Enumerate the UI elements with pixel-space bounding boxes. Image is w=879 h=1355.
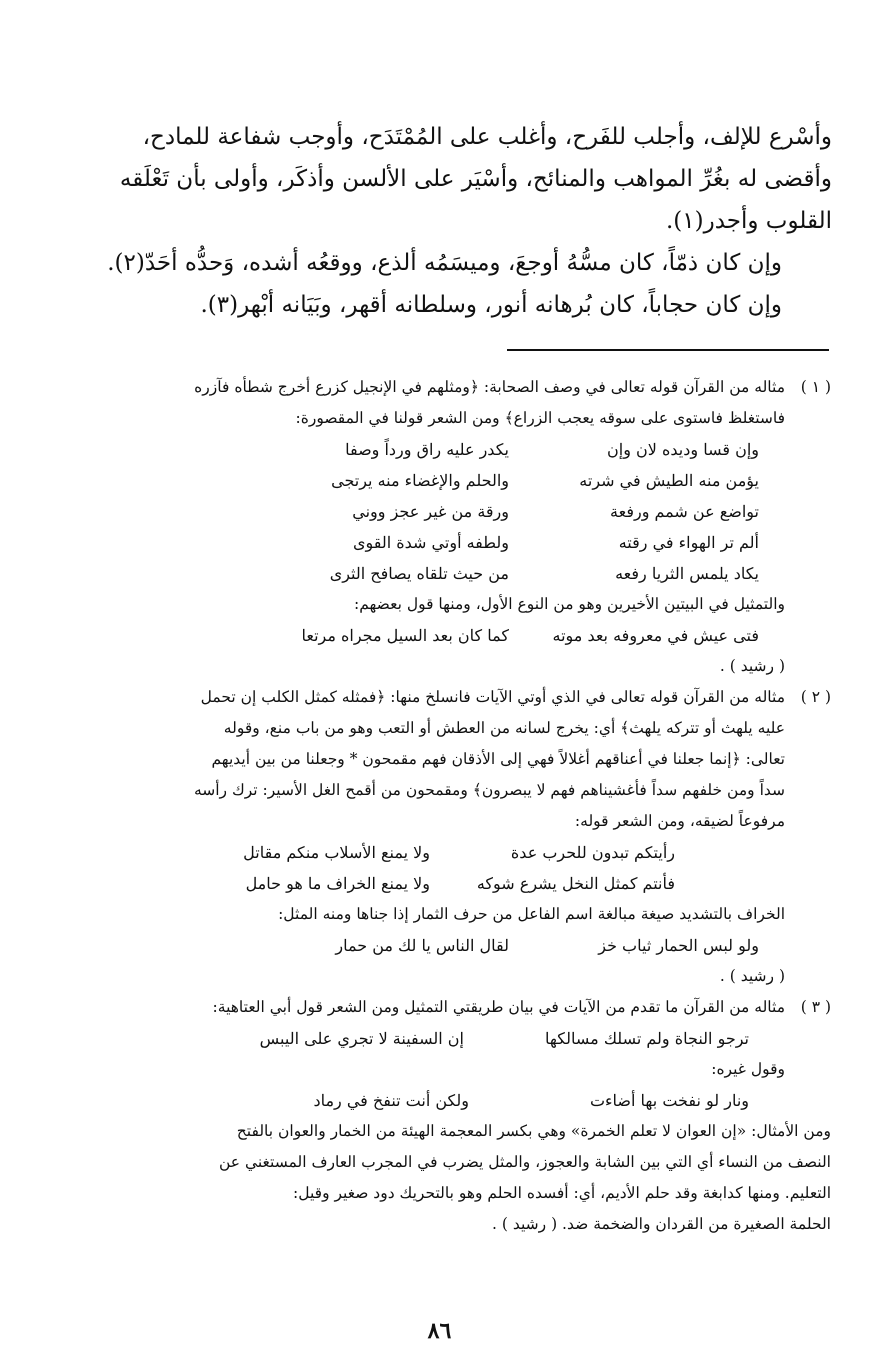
main-line: القلوب وأجدر(١). <box>665 208 832 234</box>
verse-hemistich: والحلم والإغضاء منه يرتجى <box>331 471 509 490</box>
verse <box>48 930 785 961</box>
footnote-separator <box>507 349 829 351</box>
verse-hemistich: ونار لو نفخت بها أضاءت <box>589 1091 749 1110</box>
footnote-signature: ( رشيد ) . <box>719 657 785 675</box>
verse <box>48 837 785 868</box>
main-line: وأقضى له بغُرِّ المواهب والمنائح، وأسْيَر على الألسن وأذكَر، وأولى بأن تَعْلَقه <box>119 166 832 192</box>
page-number: ٨٦ <box>427 1318 452 1344</box>
footnote-line: مثاله من القرآن قوله تعالى في الذي أوتي الآيات فانسلخ منها: ﴿فمثله كمثل الكلب إن تحمل <box>200 688 785 706</box>
verse <box>48 1085 785 1116</box>
verse <box>48 527 785 558</box>
verse <box>48 1023 785 1054</box>
verse <box>48 465 785 496</box>
verse-hemistich: وإن قسا وديده لان وإن <box>607 440 759 459</box>
footnote-line: سداً ومن خلفهم سداً فأغشيناهم فهم لا يبصرون﴾ ومقمحون من أقمح الغل الأسير: ترك رأسه <box>193 781 785 799</box>
main-text <box>52 116 832 326</box>
footnote-line: النصف من النساء أي التي بين الشابة والعجوز، والمثل يضرب في المجرب العارف المستغني عن <box>218 1153 831 1171</box>
footnote-line: عليه يلهث أو تتركه يلهث﴾ أي: يخرج لسانه من العطش أو التعب وهو من باب منع، وقوله <box>223 719 785 737</box>
verse-hemistich: تواضع عن شمم ورفعة <box>610 502 759 521</box>
verse <box>48 434 785 465</box>
main-line: وإن كان حجاباً، كان بُرهانه أنور، وسلطانه أقهر، وبَيَانه أبْهر(٣). <box>200 292 782 318</box>
footnote-3 <box>48 992 831 1116</box>
verse-hemistich: كما كان بعد السيل مجراه مرتعا <box>301 626 509 645</box>
verse-hemistich: من حيث تلقاه يصافح الثرى <box>329 564 509 583</box>
footnote-line: مرفوعاً لضيقه، ومن الشعر قوله: <box>574 812 785 830</box>
footnotes <box>48 372 831 1240</box>
footnote-line: والتمثيل في البيتين الأخيرين وهو من النوع الأول، ومنها قول بعضهم: <box>353 595 785 613</box>
verse <box>48 558 785 589</box>
verse-hemistich: ولطفه أوتي شدة القوى <box>352 533 509 552</box>
verse-hemistich: ولو لبس الحمار ثياب خز <box>598 936 759 955</box>
verse-hemistich: فأنتم كمثل النخل يشرع شوكه <box>476 874 675 893</box>
verse-hemistich: إن السفينة لا تجري على اليبس <box>259 1029 464 1048</box>
main-line: وإن كان ذمّاً، كان مسُّهُ أوجعَ، وميسَمُه ألذع، ووقعُه أشده، وَحدُّه أحَدّ(٢). <box>107 250 782 276</box>
main-line: وأسْرع للإلف، وأجلب للفَرح، وأغلب على المُمْتَدَح، وأوجب شفاعة للمادح، <box>142 124 832 150</box>
verse <box>48 868 785 899</box>
verse-hemistich: ولا يمنع الخراف ما هو حامل <box>245 874 430 893</box>
verse <box>48 620 785 651</box>
footnote-number: ( ١ ) <box>800 378 831 396</box>
footnote-signature: ( رشيد ) . <box>719 967 785 985</box>
footnote-line: وقول غيره: <box>711 1060 785 1078</box>
verse <box>48 496 785 527</box>
verse-hemistich: ورقة من غير عجز ووني <box>352 502 509 521</box>
footnote-line: فاستغلظ فاستوى على سوقه يعجب الزراع﴾ ومن الشعر قولنا في المقصورة: <box>295 409 785 427</box>
verse-hemistich: ولكن أنت تنفخ في رماد <box>313 1091 469 1110</box>
footnote-line: التعليم. ومنها كدابغة وقد حلم الأديم، أي: أفسده الحلم وهو بالتحريك دود صغير وقيل: <box>293 1184 831 1202</box>
footnote-line: الحلمة الصغيرة من القردان والضخمة ضد. ( رشيد ) . <box>492 1215 831 1233</box>
footnote-line: تعالى: ﴿إنما جعلنا في أعناقهم أغلالاً فهي إلى الأذقان فهم مقمحون * وجعلنا من بين أيديهم <box>211 750 785 768</box>
verse-hemistich: ترجو النجاة ولم تسلك مسالكها <box>545 1029 749 1048</box>
footnote-2 <box>48 682 831 992</box>
verse-hemistich: ولا يمنع الأسلاب منكم مقاتل <box>243 843 430 862</box>
footnote-number: ( ٢ ) <box>800 688 831 706</box>
footnote-line: مثاله من القرآن قوله تعالى في وصف الصحابة: ﴿ومثلهم في الإنجيل كزرع أخرج شطأه فآزره <box>194 378 785 396</box>
verse-hemistich: ألم تر الهواء في رقته <box>618 533 759 552</box>
footnote-line: ومن الأمثال: «إن العوان لا تعلم الخمرة» وهي بكسر المعجمة الهيئة من الخمار والعوان بالفتح <box>236 1122 831 1140</box>
verse-hemistich: يؤمن منه الطيش في شرته <box>579 471 759 490</box>
verse-hemistich: يكدر عليه راق ورداً وصفا <box>345 440 509 459</box>
verse-hemistich: لقال الناس يا لك من حمار <box>335 936 509 955</box>
verse-hemistich: فتى عيش في معروفه بعد موته <box>552 626 759 645</box>
footnote-line: مثاله من القرآن ما تقدم من الآيات في بيان طريقتي التمثيل ومن الشعر قول أبي العتاهية: <box>212 998 785 1016</box>
verse-hemistich: يكاد يلمس الثريا رفعه <box>615 564 759 583</box>
footnote-1 <box>48 372 831 682</box>
verse-hemistich: رأيتكم تبدون للحرب عدة <box>510 843 675 862</box>
footnote-line: الخراف بالتشديد صيغة مبالغة اسم الفاعل من حرف الثمار إذا جناها ومنه المثل: <box>278 905 785 923</box>
footnote-number: ( ٣ ) <box>800 998 831 1016</box>
